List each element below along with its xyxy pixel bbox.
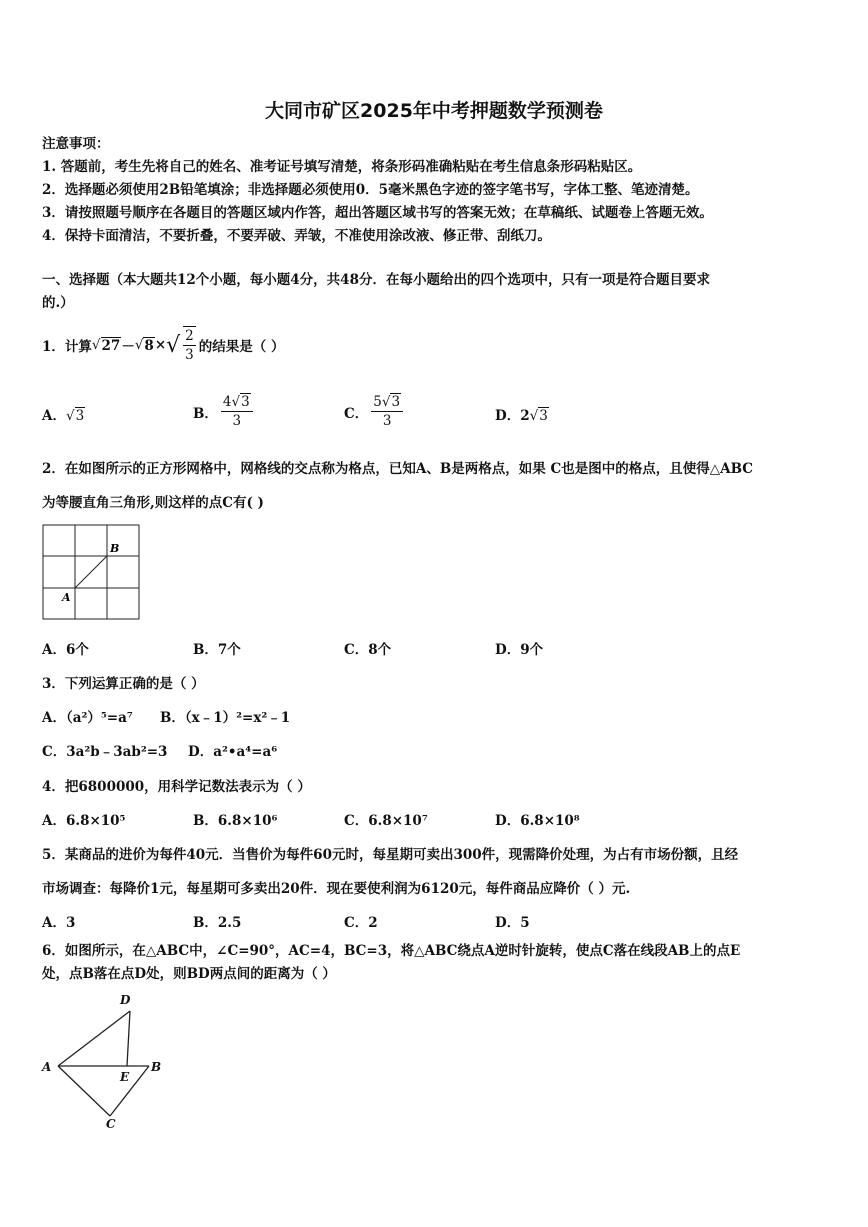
q1-option-a-radical: 3 xyxy=(75,408,85,424)
section-heading-line2: 的.） xyxy=(42,295,74,311)
notice-item-1: 1. 答题前，考生先将自己的姓名、准考证号填写清楚，将条形码准确粘贴在考生信息条形码粘贴区。 xyxy=(42,159,642,175)
q1-option-c xyxy=(344,393,406,430)
q6-triangle-figure xyxy=(38,990,173,1130)
q6-segment-cb xyxy=(110,1066,149,1116)
q1-option-b-fraction: $\frac{4√3}{3}$ xyxy=(221,393,253,430)
notice-item-4: 4．保持卡面清洁，不要折叠，不要弄破、弄皱，不准使用涂改液、修正带、刮纸刀。 xyxy=(42,228,551,244)
question-5-line2: 市场调查：每降价1元，每星期可多卖出20件．现在要使利润为6120元，每件商品应降价（ ）元. xyxy=(42,881,631,897)
q5-option-d: D．5 xyxy=(495,915,530,931)
q1-option-d-label: D．2 xyxy=(495,408,530,424)
q3-option-a: A．（a²）⁵=a⁷ xyxy=(42,710,133,726)
q6-segment-de xyxy=(127,1011,130,1066)
q4-option-b: B．6.8×10⁶ xyxy=(193,813,278,829)
q5-option-c: C．2 xyxy=(344,915,378,931)
q2-option-a: A．6个 xyxy=(42,642,89,658)
q6-label-b: B xyxy=(151,1060,162,1074)
notice-item-3: 3．请按照题号顺序在各题目的答题区域内作答，超出答题区域书写的答案无效；在草稿纸、试题卷上答题无效。 xyxy=(42,205,713,221)
q1-fraction-numerator: 2 xyxy=(185,328,194,344)
q1-fraction-denominator: 3 xyxy=(185,347,194,363)
q6-label-e: E xyxy=(120,1070,130,1084)
section-heading-line1: 一、选择题（本大题共12个小题，每小题4分，共48分．在每小题给出的四个选项中，只有一项是符合题目要求 xyxy=(42,272,710,288)
q6-segment-ad xyxy=(58,1011,130,1066)
question-2-line1: 2．在如图所示的正方形网格中，网格线的交点称为格点，已知A、B是两格点，如果 C也是图中的格点，且使得△ABC xyxy=(42,461,753,477)
q5-option-b: B．2.5 xyxy=(193,915,242,931)
q6-segment-ac xyxy=(58,1066,110,1116)
q1-option-b xyxy=(193,393,256,430)
q2-label-a: A xyxy=(62,591,71,604)
q1-prefix: 1．计算 xyxy=(42,339,92,355)
q1-times: × xyxy=(154,337,167,353)
q3-option-b: B．（x﹣1）²=x²﹣1 xyxy=(160,710,291,726)
q2-label-b: B xyxy=(110,542,120,555)
q1-radical-27: 27 xyxy=(101,337,121,354)
q2-grid-figure xyxy=(42,524,142,622)
notice-heading: 注意事项： xyxy=(42,136,110,152)
q1-option-c-radical: 3 xyxy=(391,394,401,410)
q1-option-a-label: A． xyxy=(42,408,66,424)
question-6-line1: 6．如图所示，在△ABC中，∠C=90°，AC=4，BC=3，将△ABC绕点A逆时针旋转，使点C落在线段AB上的点E xyxy=(42,943,741,959)
q6-label-d: D xyxy=(120,993,131,1007)
q1-fraction xyxy=(183,326,196,364)
question-5-line1: 5．某商品的进价为每件40元．当售价为每件60元时，每星期可卖出300件，现需降价处理，为占有市场份额，且经 xyxy=(42,847,739,863)
q1-option-b-label: B． xyxy=(193,405,218,422)
q1-option-d-radical: 3 xyxy=(539,408,548,424)
q3-option-d: D．a²•a⁴=a⁶ xyxy=(188,744,278,760)
q2-option-b: B．7个 xyxy=(193,642,241,658)
q4-option-c: C．6.8×10⁷ xyxy=(344,813,428,829)
q1-minus: － xyxy=(121,339,135,355)
q4-option-a: A．6.8×10⁵ xyxy=(42,813,126,829)
q2-option-c: C．8个 xyxy=(344,642,392,658)
q2-segment-ab xyxy=(75,556,107,588)
q1-option-c-label: C． xyxy=(344,405,369,422)
question-1-stem: 1．计算 √ 27 － √ 8 × √ $\frac{2}{3}$ 的结果是（ ） xyxy=(42,328,285,363)
q5-option-a: A．3 xyxy=(42,915,76,931)
q6-label-c: C xyxy=(106,1117,116,1130)
notice-item-2: 2．选择题必须使用2B铅笔填涂；非选择题必须使用0．5毫米黑色字迹的签字笔书写，字体工整、笔迹清楚。 xyxy=(42,182,699,198)
q3-option-c: C．3a²b﹣3ab²=3 xyxy=(42,744,168,760)
q1-radical-8: 8 xyxy=(144,337,154,354)
q1-suffix: 的结果是（ ） xyxy=(198,339,285,355)
question-2-line2: 为等腰直角三角形,则这样的点C有( ) xyxy=(42,495,264,511)
q1-option-c-coef: 5 xyxy=(373,394,382,410)
q1-option-b-den: 3 xyxy=(232,413,242,429)
q4-option-d: D．6.8×10⁸ xyxy=(495,813,580,829)
q1-option-b-coef: 4 xyxy=(222,394,232,410)
q6-label-a: A xyxy=(42,1060,52,1074)
question-6-line2: 处，点B落在点D处，则BD两点间的距离为（ ） xyxy=(42,966,336,982)
question-4-stem: 4．把6800000，用科学记数法表示为（ ） xyxy=(42,779,311,795)
question-3-stem: 3．下列运算正确的是（ ） xyxy=(42,676,205,692)
q1-option-b-radical: 3 xyxy=(241,394,250,410)
q1-option-c-den: 3 xyxy=(382,413,392,429)
q2-option-d: D．9个 xyxy=(495,642,544,658)
page-title: 大同市矿区2025年中考押题数学预测卷 xyxy=(265,100,603,122)
q1-option-d: D．2√3 xyxy=(495,408,548,424)
q1-option-a: A．√3 xyxy=(42,408,85,424)
q1-option-c-fraction: $\frac{5√3}{3}$ xyxy=(371,393,403,430)
